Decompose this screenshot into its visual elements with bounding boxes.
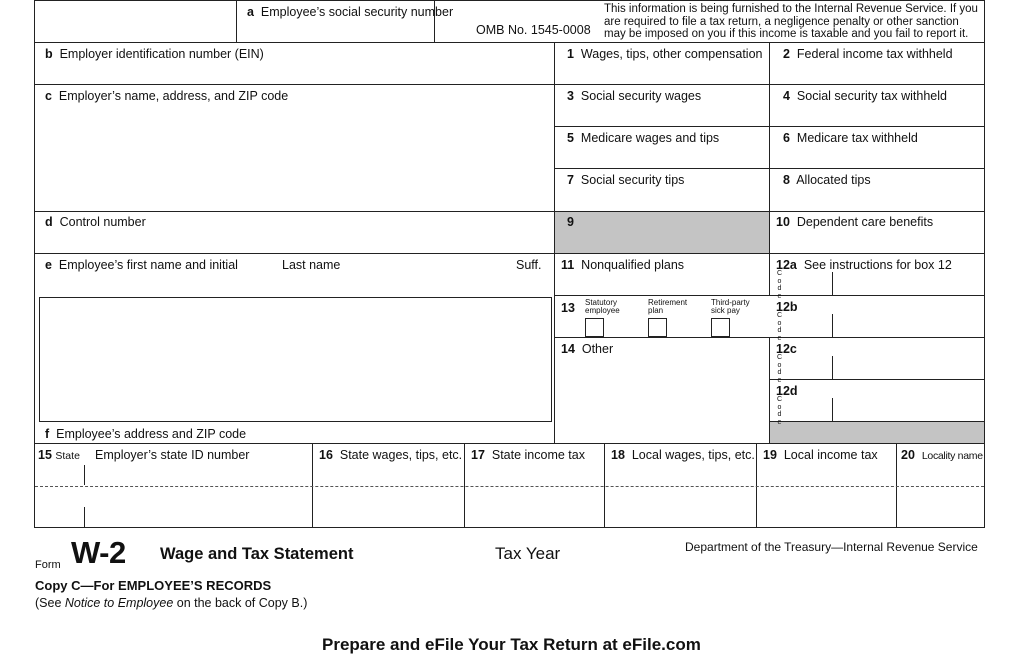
omb-number: OMB No. 1545-0008 [476,23,591,37]
rule [34,0,35,528]
box-9-shade [555,212,769,253]
rule [34,527,985,528]
control-number-field[interactable] [38,231,554,253]
box-f-label: f Employee’s address and ZIP code [45,427,247,441]
w2-form [34,0,985,528]
rule [34,211,985,212]
box-1-field[interactable] [558,62,770,84]
box-12d-code-label: C o d e [776,396,783,426]
box-6-label: 6 Medicare tax withheld [783,131,918,145]
box-12a-code-label: C o d e [776,270,783,300]
rule [34,443,985,444]
employee-address-box[interactable] [39,297,552,422]
rule [34,253,985,254]
employee-ssn-field[interactable] [240,20,434,42]
tax-year-label: Tax Year [495,544,561,563]
irs-notice-line-1: This information is being furnished to the Internal Revenue Service. If you [604,3,978,15]
box-18-label: 18 Local wages, tips, etc. [611,448,755,462]
box-12a-label: 12a See instructions for box 12 [776,258,952,272]
box-3-field[interactable] [558,104,770,126]
form-name: W-2 [71,535,126,570]
box-14-other-field[interactable] [558,358,770,444]
box-1-label: 1 Wages, tips, other compensation [567,47,763,61]
rule [236,0,237,42]
box-c-label: c Employer’s name, address, and ZIP code [45,89,289,103]
box-11-field[interactable] [558,274,770,296]
rule [34,42,985,43]
form-word: Form [35,559,61,571]
box-12d-shade [770,422,984,443]
rule [832,314,833,337]
box-10-field[interactable] [773,231,985,253]
employee-name-field[interactable] [38,274,554,296]
box-2-label: 2 Federal income tax withheld [783,47,953,61]
box-4-label: 4 Social security tax withheld [783,89,947,103]
statutory-employee-checkbox[interactable] [585,318,604,337]
copy-b-note: (See Notice to Employee on the back of Copy B.) [35,596,308,610]
rule [832,398,833,421]
box-e-suffix-label: Suff. [516,258,542,272]
rule [832,272,833,295]
state-row-divider [35,486,984,487]
form-title: Wage and Tax Statement [160,545,354,563]
box-5-label: 5 Medicare wages and tips [567,131,720,145]
retirement-plan-label: Retirement plan [648,298,688,315]
box-12a-amount-field[interactable] [836,274,985,296]
box-12b-code-label: C o d e [776,312,783,342]
box-15-state-id-label: Employer’s state ID number [95,448,250,462]
box-e-last-name-label: Last name [282,258,341,272]
third-party-sick-pay-label: Third-party sick pay [711,298,750,315]
box-9-label: 9 [567,215,574,229]
rule [34,0,985,1]
box-20-label: 20 Locality name [901,448,983,462]
rule [34,84,985,85]
statutory-employee-label: Statutory employee [585,298,620,315]
box-6-field[interactable] [773,146,985,168]
box-12b-label: 12b [776,300,798,314]
box-7-label: 7 Social security tips [567,173,685,187]
irs-notice-line-2: are required to file a tax return, a negligence penalty or other sanction [604,15,959,28]
box-8-field[interactable] [773,189,985,211]
department-label: Department of the Treasury—Internal Revenue Service [685,540,978,554]
box-13-label: 13 [561,301,575,315]
ein-field[interactable] [38,62,554,84]
rule [84,465,85,485]
box-12c-label: 12c [776,342,797,356]
box-16-label: 16 State wages, tips, etc. [319,448,463,462]
box-a-label: a Employee’s social security number [247,5,454,19]
box-8-label: 8 Allocated tips [783,173,871,187]
box-e-label: e Employee’s first name and initial [45,258,238,272]
copy-c-label: Copy C—For EMPLOYEE’S RECORDS [35,578,272,593]
third-party-sick-pay-checkbox[interactable] [711,318,730,337]
box-2-field[interactable] [773,62,985,84]
irs-notice-line-3: may be imposed on you if this income is taxable and you fail to report it. [604,28,969,40]
box-19-label: 19 Local income tax [763,448,878,462]
efile-link[interactable]: Prepare and eFile Your Tax Return at eFile.com [322,635,701,654]
box-14-label: 14 Other [561,342,614,356]
box-15-state-label: 15 State [38,448,80,462]
box-12d-label: 12d [776,384,798,398]
retirement-plan-checkbox[interactable] [648,318,667,337]
box-17-label: 17 State income tax [471,448,585,462]
rule [84,507,85,528]
irs-notice [604,3,978,41]
box-12c-code-label: C o d e [776,354,783,384]
box-10-label: 10 Dependent care benefits [776,215,934,229]
box-12b-amount-field[interactable] [836,316,985,338]
employer-name-address-field[interactable] [38,106,554,210]
box-11-label: 11 Nonqualified plans [561,258,685,272]
box-12d-amount-field[interactable] [836,400,985,422]
box-4-field[interactable] [773,104,985,126]
box-b-label: b Employer identification number (EIN) [45,47,264,61]
box-5-field[interactable] [558,146,770,168]
box-d-label: d Control number [45,215,146,229]
box-7-field[interactable] [558,189,770,211]
rule [832,356,833,379]
box-12c-amount-field[interactable] [836,358,985,380]
box-3-label: 3 Social security wages [567,89,702,103]
